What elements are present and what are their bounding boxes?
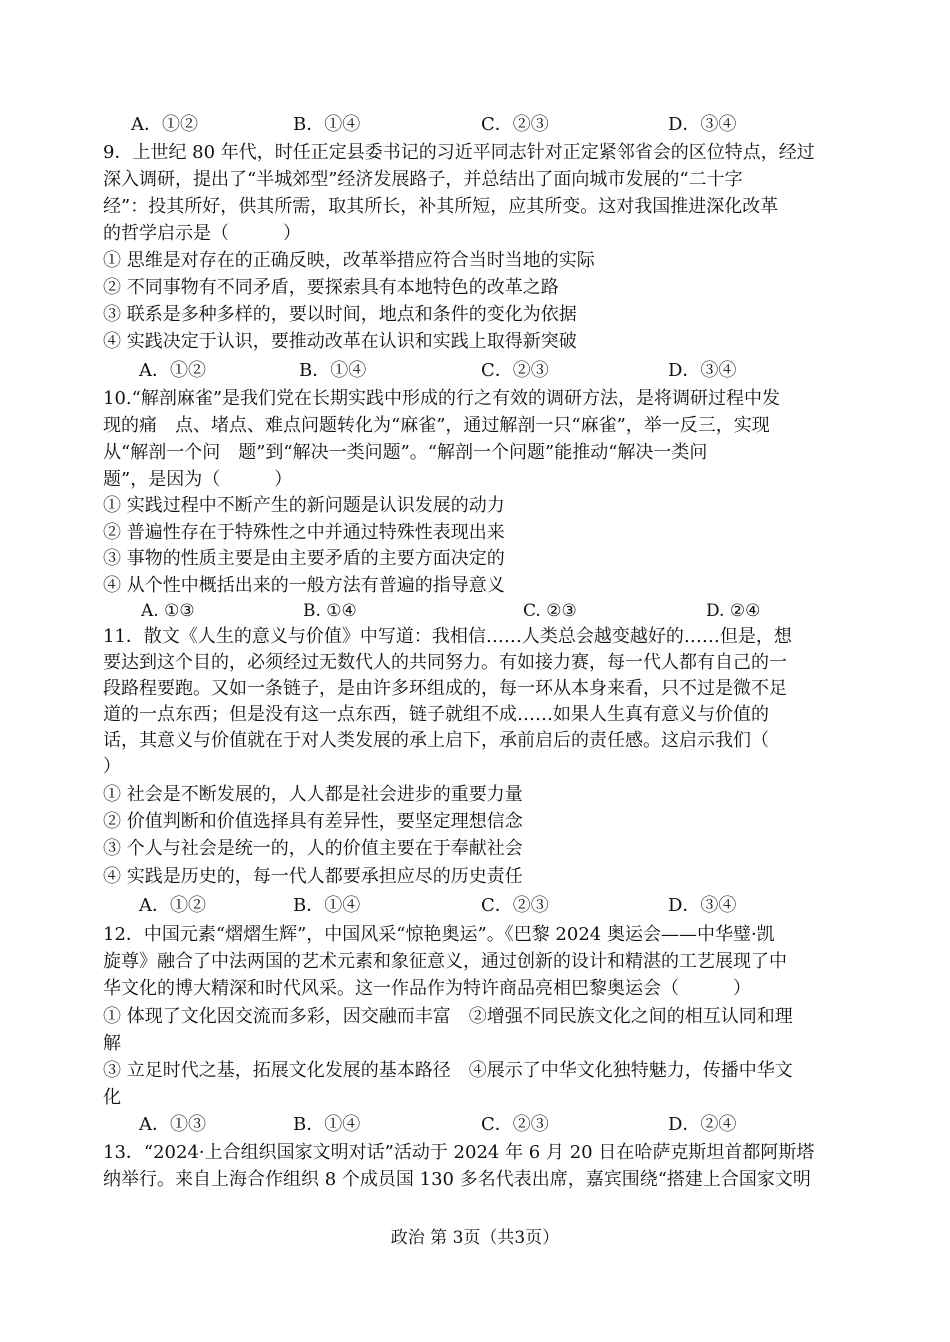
q12-option-c[interactable]: C．②③ (481, 1114, 549, 1135)
q10-item-2: ② 普遍性存在于特殊性之中并通过特殊性表现出来 (103, 522, 505, 543)
q9-stem-line: 的哲学启示是（ ） (103, 223, 301, 244)
q9-option-d[interactable]: D．③④ (668, 360, 737, 381)
q9-item-2: ② 不同事物有不同矛盾，要探索具有本地特色的改革之路 (103, 277, 559, 298)
page-footer: 政治 第 3页（共3页） (390, 1228, 560, 1248)
q9-option-c[interactable]: C．②③ (481, 360, 549, 381)
q10-stem-line: 从“解剖一个问 题”到“解决一类问题”。“解剖一个问题”能推动“解决一类问 (103, 442, 708, 463)
q10-option-b[interactable]: B. ①④ (303, 601, 357, 621)
q10-option-d[interactable]: D. ②④ (706, 601, 761, 621)
q11-stem-line: 道的一点东西；但是没有这一点东西，链子就组不成……如果人生真有意义与价值的 (103, 704, 769, 725)
q9-option-b[interactable]: B．①④ (299, 360, 367, 381)
q9-item-4: ④ 实践决定于认识，要推动改革在认识和实践上取得新突破 (103, 331, 577, 352)
q12-options (103, 1112, 853, 1138)
q11-option-d[interactable]: D．③④ (668, 895, 737, 916)
q12-stem-line: 旋尊》融合了中法两国的艺术元素和象征意义，通过创新的设计和精湛的工艺展现了中 (103, 951, 787, 972)
q12-stem-line: 12．中国元素“熠熠生辉”，中国风采“惊艳奥运”。《巴黎 2024 奥运会——中华璧·凯 (103, 924, 775, 945)
q9-item-1: ① 思维是对存在的正确反映，改革举措应符合当时当地的实际 (103, 250, 595, 271)
q13-stem-line: 纳举行。来自上海合作组织 8 个成员国 130 多名代表出席，嘉宾围绕“搭建上合国家文明 (103, 1169, 811, 1190)
q9-options (103, 358, 853, 384)
q8-options (103, 112, 853, 138)
q8-option-d[interactable]: D．③④ (668, 114, 737, 135)
q11-stem-line: 要达到这个目的，必须经过无数代人的共同努力。有如接力赛，每一代人都有自己的一 (103, 652, 787, 673)
q11-stem-line: 话，其意义与价值就在于对人类发展的承上启下，承前启后的责任感。这启示我们（ (103, 730, 769, 751)
q9-stem-line: 深入调研，提出了“半城郊型”经济发展路子，并总结出了面向城市发展的“二十字 (103, 169, 743, 190)
q11-option-a[interactable]: A．①② (139, 895, 206, 916)
q11-option-b[interactable]: B．①④ (293, 895, 361, 916)
q9-item-3: ③ 联系是多种多样的，要以时间，地点和条件的变化为依据 (103, 304, 577, 325)
q10-option-c[interactable]: C. ②③ (523, 601, 577, 621)
q10-stem-line: 现的痛 点、堵点、难点问题转化为“麻雀”，通过解剖一只“麻雀”，举一反三，实现 (103, 415, 770, 436)
q11-item-1: ① 社会是不断发展的，人人都是社会进步的重要力量 (103, 784, 523, 805)
q12-stem-line: 华文化的博大精深和时代风采。这一作品作为特许商品亮相巴黎奥运会（ ） (103, 978, 751, 999)
q12-option-b[interactable]: B．①④ (293, 1114, 361, 1135)
q9-option-a[interactable]: A．①② (139, 360, 206, 381)
q10-stem-line: 10.“解剖麻雀”是我们党在长期实践中形成的行之有效的调研方法，是将调研过程中发 (103, 388, 781, 409)
q11-stem-line: ） (103, 756, 121, 777)
q10-option-a[interactable]: A. ①③ (141, 601, 195, 621)
q10-item-1: ① 实践过程中不断产生的新问题是认识发展的动力 (103, 495, 505, 516)
q13-stem-line: 13．“2024·上合组织国家文明对话”活动于 2024 年 6 月 20 日在哈萨克斯坦首都阿斯塔 (103, 1142, 815, 1163)
q10-item-4: ④ 从个性中概括出来的一般方法有普遍的指导意义 (103, 575, 505, 596)
q10-stem-line: 题”，是因为（ ） (103, 469, 293, 490)
q11-item-4: ④ 实践是历史的，每一代人都要承担应尽的历史责任 (103, 866, 523, 887)
q11-stem-line: 段路程要跑。又如一条链子，是由许多环组成的，每一环从本身来看，只不过是微不足 (103, 678, 787, 699)
q11-options (103, 893, 853, 919)
q12-item-wrap: 解 (103, 1033, 121, 1054)
q8-option-b[interactable]: B．①④ (293, 114, 361, 135)
q12-option-d[interactable]: D．②④ (668, 1114, 737, 1135)
q12-option-a[interactable]: A．①③ (139, 1114, 206, 1135)
q11-item-3: ③ 个人与社会是统一的，人的价值主要在于奉献社会 (103, 838, 523, 859)
q12-item-3-4: ③ 立足时代之基，拓展文化发展的基本路径 ④展示了中华文化独特魅力，传播中华文 (103, 1060, 793, 1081)
q10-options (103, 598, 853, 624)
q11-stem-line: 11．散文《人生的意义与价值》中写道：我相信……人类总会越变越好的……但是，想 (103, 626, 792, 647)
q9-stem-line: 9．上世纪 80 年代，时任正定县委书记的习近平同志针对正定紧邻省会的区位特点，经过 (103, 142, 815, 163)
q8-option-a[interactable]: A．①② (131, 114, 198, 135)
q9-stem-line: 经”：投其所好，供其所需，取其所长，补其所短，应其所变。这对我国推进深化改革 (103, 196, 779, 217)
q8-option-c[interactable]: C．②③ (481, 114, 549, 135)
q11-option-c[interactable]: C．②③ (481, 895, 549, 916)
q12-item-1-2: ① 体现了文化因交流而多彩，因交融而丰富 ②增强不同民族文化之间的相互认同和理 (103, 1006, 793, 1027)
q12-item-wrap: 化 (103, 1087, 121, 1108)
q10-item-3: ③ 事物的性质主要是由主要矛盾的主要方面决定的 (103, 548, 505, 569)
q11-item-2: ② 价值判断和价值选择具有差异性，要坚定理想信念 (103, 811, 523, 832)
